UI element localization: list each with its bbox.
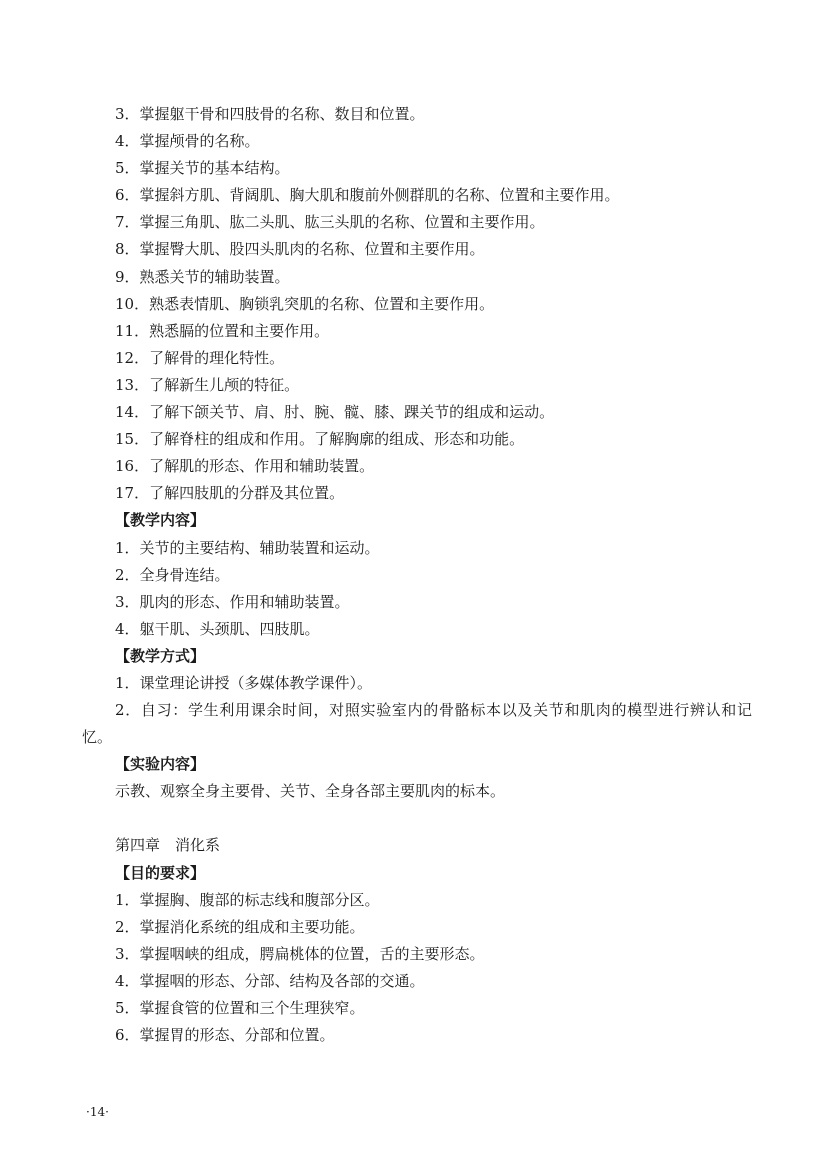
- list-item: 12．了解骨的理化特性。: [115, 348, 285, 367]
- list-item: 16．了解肌的形态、作用和辅助装置。: [115, 457, 375, 476]
- list-item: 3．掌握咽峡的组成，腭扁桃体的位置，舌的主要形态。: [115, 944, 485, 963]
- list-item: 6．掌握胃的形态、分部和位置。: [115, 1026, 335, 1045]
- list-item: 11．熟悉膈的位置和主要作用。: [115, 321, 330, 340]
- list-item: 5．掌握食管的位置和三个生理狭窄。: [115, 999, 365, 1017]
- list-item: 15．了解脊柱的组成和作用。了解胸廓的组成、形态和功能。: [115, 430, 525, 449]
- list-item: 7．掌握三角肌、肱二头肌、肱三头肌的名称、位置和主要作用。: [115, 213, 545, 232]
- list-item: 2．全身骨连结。: [115, 565, 230, 584]
- page-content: [82, 101, 752, 1049]
- list-item: 8．掌握臀大肌、股四头肌肉的名称、位置和主要作用。: [115, 240, 485, 259]
- list-item: 5．掌握关节的基本结构。: [115, 159, 290, 178]
- list-item: 9．熟悉关节的辅助装置。: [115, 267, 290, 286]
- section-heading-teaching-content: 【教学内容】: [115, 511, 206, 530]
- list-item: 3．肌肉的形态、作用和辅助装置。: [115, 592, 350, 611]
- section-heading-experiment: 【实验内容】: [115, 755, 206, 774]
- list-item: 2．掌握消化系统的组成和主要功能。: [115, 917, 365, 936]
- list-item: 17．了解四肢肌的分群及其位置。: [115, 484, 345, 503]
- list-item: 3．掌握躯干骨和四肢骨的名称、数目和位置。: [115, 105, 425, 123]
- list-item: 4．掌握颅骨的名称。: [115, 132, 260, 151]
- section-heading-objectives: 【目的要求】: [115, 863, 206, 882]
- section-heading-teaching-method: 【教学方式】: [115, 646, 206, 665]
- paragraph: 2．自习：学生利用课余时间，对照实验室内的骨骼标本以及关节和肌肉的模型进行辨认和记忆。: [82, 701, 752, 747]
- list-item: 1．关节的主要结构、辅助装置和运动。: [115, 538, 380, 557]
- list-item: 4．掌握咽的形态、分部、结构及各部的交通。: [115, 971, 425, 990]
- list-item: 13．了解新生儿颅的特征。: [115, 375, 300, 394]
- list-item: 10．熟悉表情肌、胸锁乳突肌的名称、位置和主要作用。: [115, 294, 495, 313]
- spacer: [82, 805, 752, 832]
- chapter-title: 第四章 消化系: [115, 836, 221, 855]
- paragraph: 示教、观察全身主要骨、关节、全身各部主要肌肉的标本。: [115, 782, 506, 801]
- list-item: 4．躯干肌、头颈肌、四肢肌。: [115, 619, 320, 638]
- list-item: 1．课堂理论讲授（多媒体教学课件）。: [115, 673, 373, 692]
- list-item: 6．掌握斜方肌、背阔肌、胸大肌和腹前外侧群肌的名称、位置和主要作用。: [115, 186, 620, 205]
- page-number: ·14·: [86, 1105, 109, 1119]
- list-item: 1．掌握胸、腹部的标志线和腹部分区。: [115, 890, 380, 909]
- list-item: 14．了解下颌关节、肩、肘、腕、髋、膝、踝关节的组成和运动。: [115, 403, 555, 422]
